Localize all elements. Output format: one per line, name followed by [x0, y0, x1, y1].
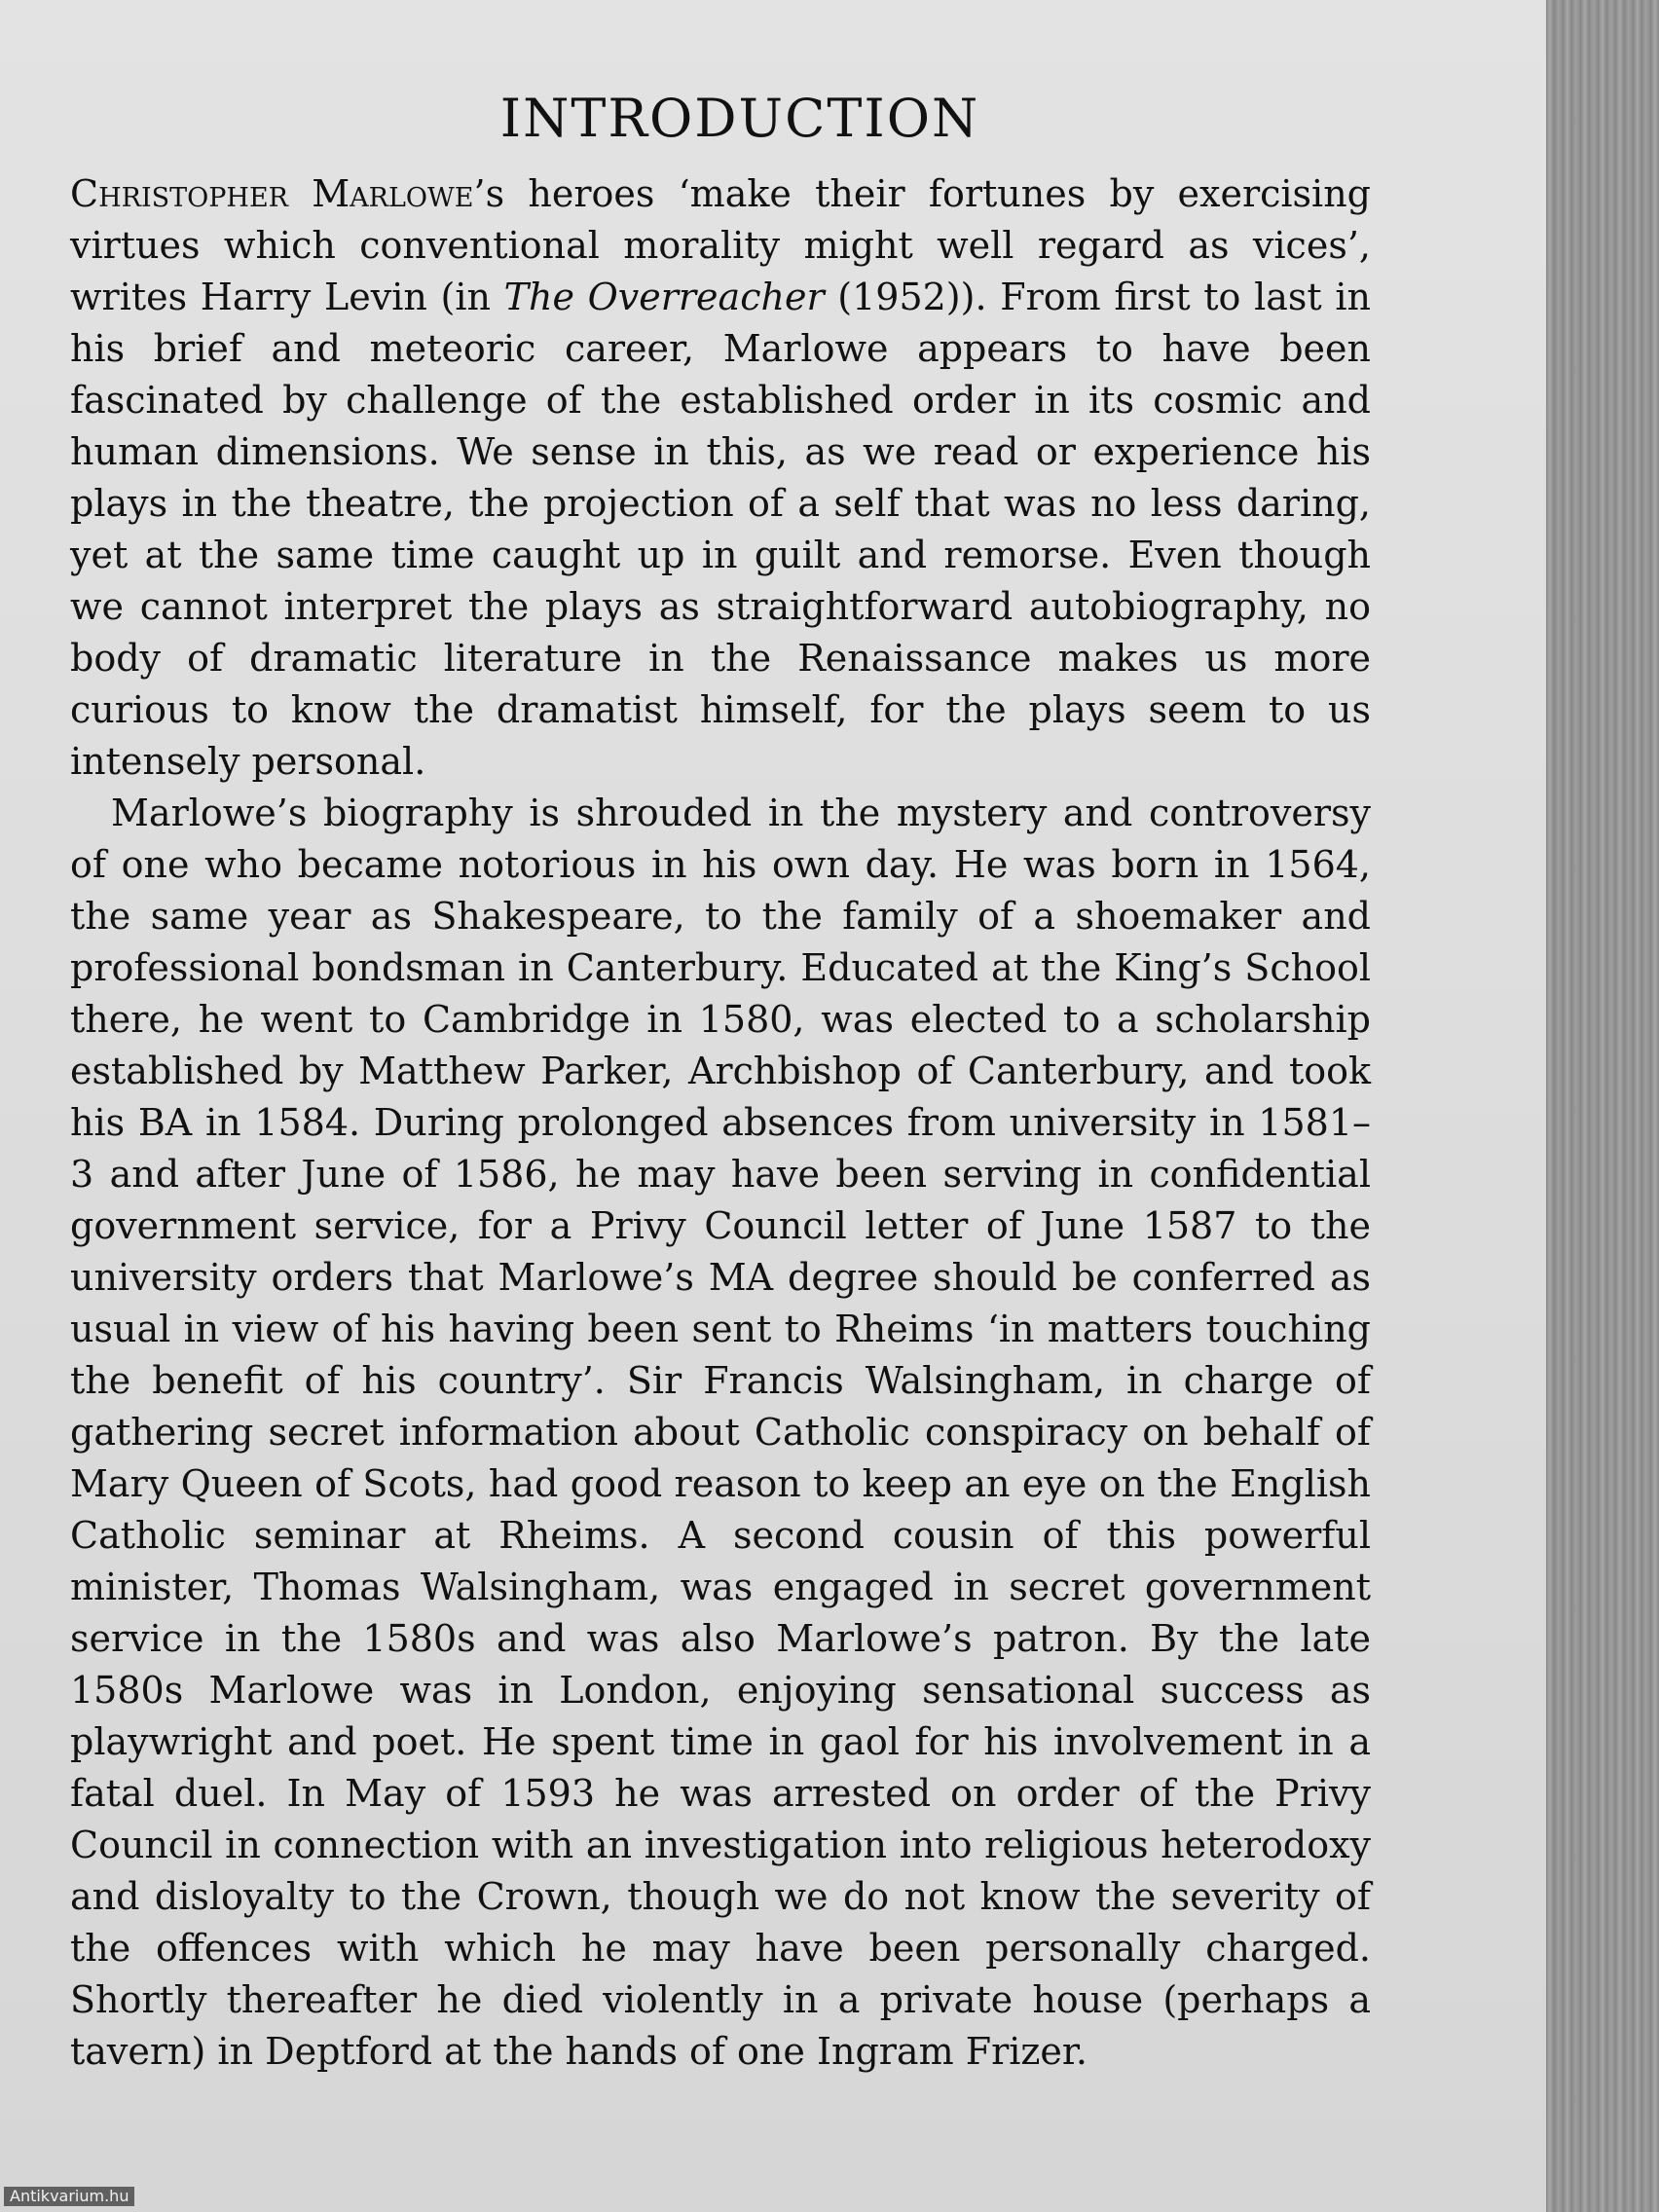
author-name-lead: Christopher Marlowe	[70, 172, 474, 216]
intro-paragraph-1-text-2: (1952)). From first to last in his brief and meteoric career, Marlowe appears to have been fascinated by challenge of the established order in its cosmic and human dimensions. We sense in this, as we read or experience his plays in the theatre, the projection of a self that was no less daring, yet at the same time caught up in guilt and remorse. Even though we cannot interpret the plays as straightforward autobiography, no body of dramatic literature in the Renaissance makes us more curious to know the dramatist himself, for the plays seem to us intensely personal.	[70, 276, 1371, 784]
watermark: Antikvarium.hu	[4, 2187, 134, 2206]
document-content	[70, 90, 1371, 2078]
book-title-italic: The Overreacher	[503, 276, 825, 319]
page-edge-shadow	[1546, 0, 1659, 2212]
intro-paragraph-1-text-1: ’s heroes ‘make their fortunes by exercising virtues which conventional morality might well regard as vices’, writes Harry Levin (in	[70, 172, 1371, 319]
intro-paragraph-1	[70, 168, 1371, 788]
intro-paragraph-2: Marlowe’s biography is shrouded in the mystery and controversy of one who became notorious in his own day. He was born in 1564, the same year as Shakespeare, to the family of a shoemaker and professional bondsman in Canterbury. Educated at the King’s School there, he went to Cambridge in 1580, was elected to a scholarship established by Matthew Parker, Archbishop of Canterbury, and took his BA in 1584. During prolonged absences from university in 1581–3 and after June of 1586, he may have been serving in confidential government service, for a Privy Council letter of June 1587 to the university orders that Marlowe’s MA degree should be conferred as usual in view of his having been sent to Rheims ‘in matters touching the benefit of his country’. Sir Francis Walsingham, in charge of gathering secret information about Catholic conspiracy on behalf of Mary Queen of Scots, had good reason to keep an eye on the English Catholic seminar at Rheims. A second cousin of this powerful minister, Thomas Walsingham, was engaged in secret government service in the 1580s and was also Marlowe’s patron. By the late 1580s Marlowe was in London, enjoying sensational success as playwright and poet. He spent time in gaol for his involvement in a fatal duel. In May of 1593 he was arrested on order of the Privy Council in connection with an investigation into religious heterodoxy and disloyalty to the Crown, though we do not know the severity of the offences with which he may have been personally charged. Shortly thereafter he died violently in a private house (perhaps a tavern) in Deptford at the hands of one Ingram Frizer.	[70, 792, 1371, 2074]
page-title: INTRODUCTION	[499, 88, 980, 149]
